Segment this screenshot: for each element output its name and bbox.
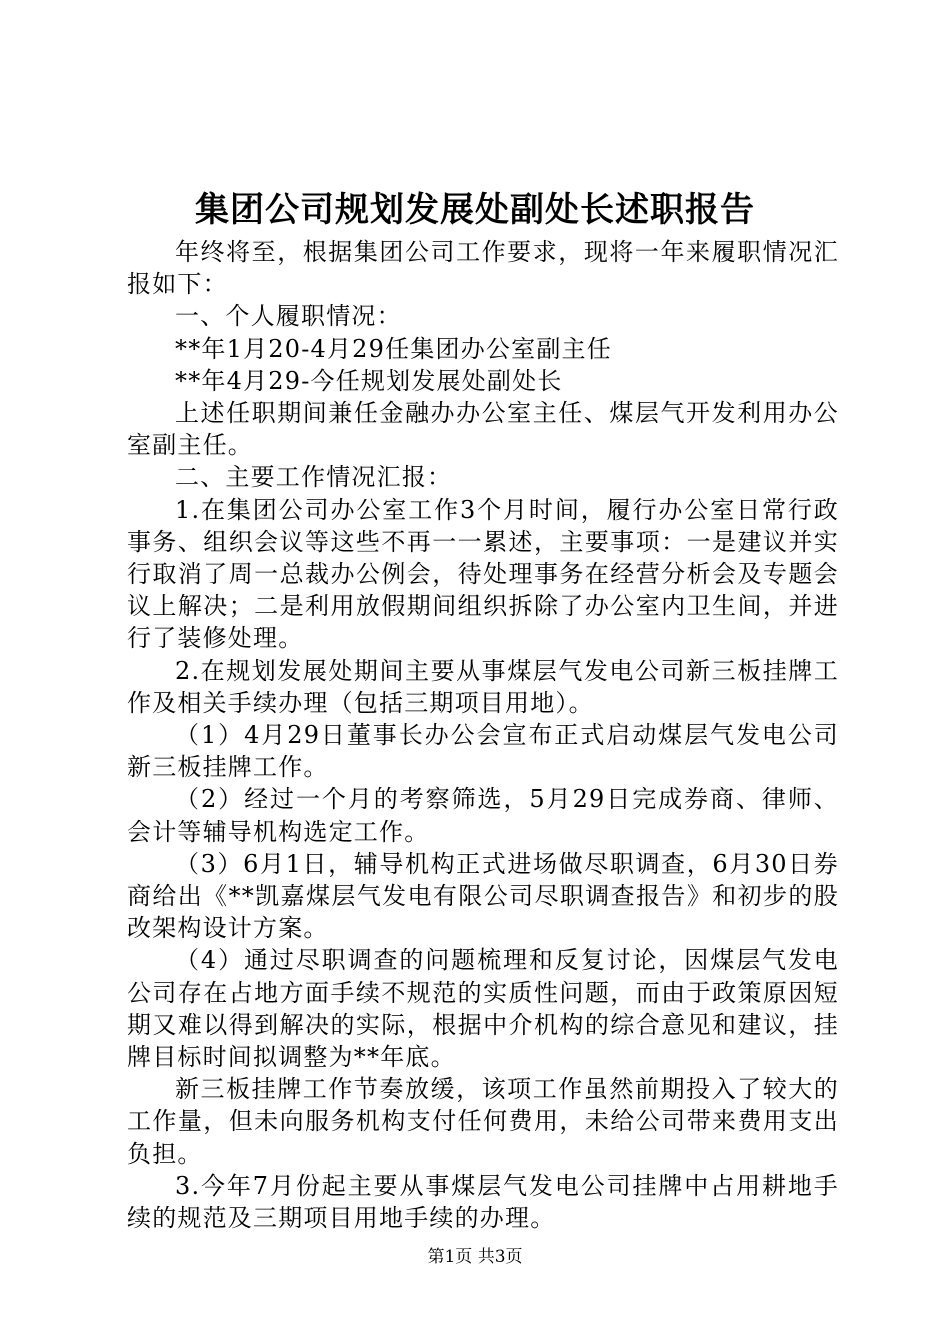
- paragraph: （2）经过一个月的考察筛选，5月29日完成券商、律师、会计等辅导机构选定工作。: [127, 785, 839, 846]
- paragraph: **年1月20-4月29任集团办公室副主任: [175, 334, 612, 363]
- paragraph: 1.在集团公司办公室工作3个月时间，履行办公室日常行政事务、组织会议等这些不再一一累述，主要事项：一是建议并实行取消了周一总裁办公例会，待处理事务在经营分析会及专题会议上解决；二是利用放假期间组织拆除了办公室内卫生间，并进行了装修处理。: [127, 495, 839, 653]
- paragraph: （1）4月29日董事长办公会宣布正式启动煤层气发电公司新三板挂牌工作。: [127, 721, 839, 782]
- paragraph: 年终将至，根据集团公司工作要求，现将一年来履职情况汇报如下：: [127, 238, 839, 299]
- document-body: [127, 236, 839, 1234]
- paragraph: 二、主要工作情况汇报：: [175, 463, 453, 492]
- paragraph: 上述任职期间兼任金融办办公室主任、煤层气开发利用办公室副主任。: [127, 399, 839, 460]
- paragraph: 3.今年7月份起主要从事煤层气发电公司挂牌中占用耕地手续的规范及三期项目用地手续的办理。: [127, 1171, 839, 1233]
- paragraph: （4）通过尽职调查的问题梳理和反复讨论，因煤层气发电公司存在占地方面手续不规范的实质性问题，而由于政策原因短期又难以得到解决的实际，根据中介机构的综合意见和建议，挂牌目标时间拟调整为**年底。: [127, 946, 839, 1072]
- paragraph: 2.在规划发展处期间主要从事煤层气发电公司新三板挂牌工作及相关手续办理（包括三期项目用地）。: [127, 656, 839, 717]
- document-title: 集团公司规划发展处副处长述职报告: [195, 190, 755, 230]
- paragraph: 一、个人履职情况：: [175, 302, 402, 331]
- page-footer: 第1页 共3页: [427, 1247, 523, 1267]
- paragraph: （3）6月1日，辅导机构正式进场做尽职调查，6月30日券商给出《**凯嘉煤层气发电有限公司尽职调查报告》和初步的股改架构设计方案。: [127, 849, 839, 943]
- paragraph: **年4月29-今任规划发展处副处长: [175, 366, 563, 395]
- paragraph: 新三板挂牌工作节奏放缓，该项工作虽然前期投入了较大的工作量，但未向服务机构支付任何费用，未给公司带来费用支出负担。: [127, 1075, 839, 1168]
